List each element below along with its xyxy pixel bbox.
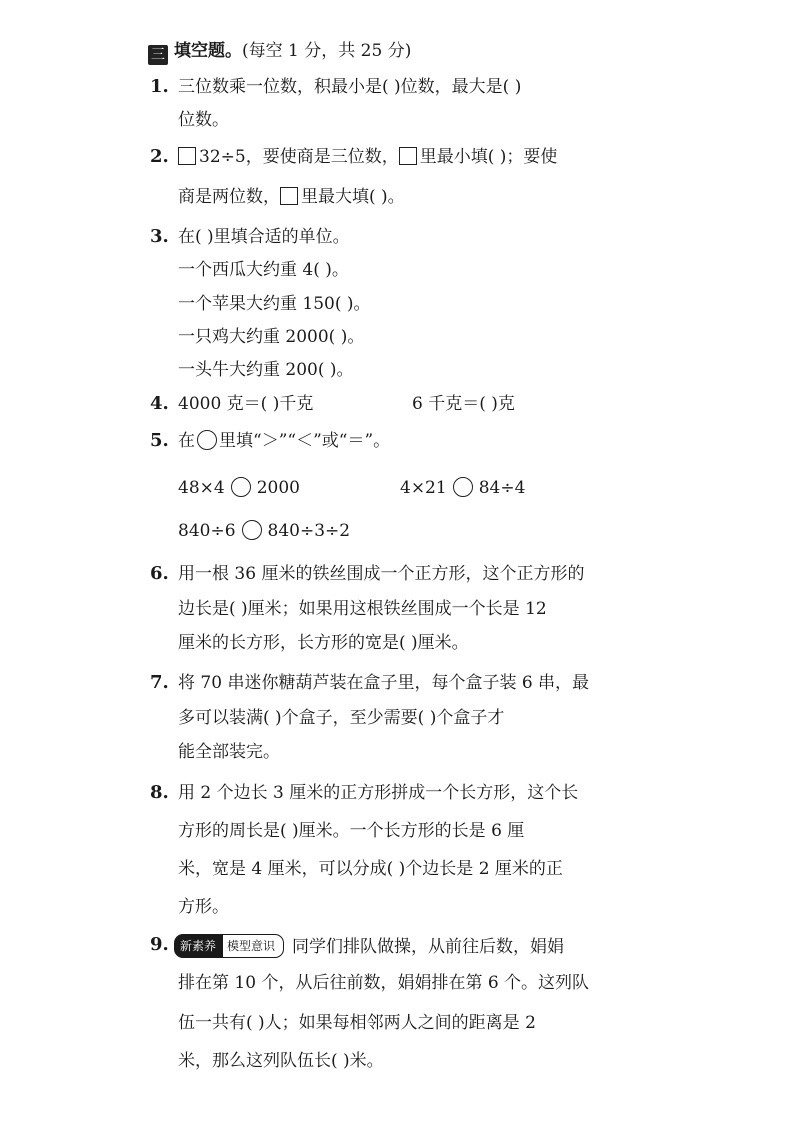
question-text: 方形的周长是( )厘米。一个长方形的长是 6 厘 xyxy=(178,821,525,841)
question-text: 用一根 36 厘米的铁丝围成一个正方形，这个正方形的 xyxy=(178,564,585,584)
question-text: 4000 克＝( )千克 xyxy=(178,394,314,414)
question-text: 一只鸡大约重 2000( )。 xyxy=(178,327,365,347)
question-number: 2. xyxy=(150,146,169,167)
comparison-item xyxy=(178,477,300,499)
blank-square-icon xyxy=(399,147,417,165)
blank-square-icon xyxy=(178,147,196,165)
question-text: 三位数乘一位数，积最小是( )位数，最大是( ) xyxy=(178,77,522,97)
question-text-part: 32÷5，要使商是三位数， xyxy=(199,147,399,167)
question-text: 米，那么这列队伍长( )米。 xyxy=(178,1051,384,1071)
question-text: 米，宽是 4 厘米，可以分成( )个边长是 2 厘米的正 xyxy=(178,859,563,879)
question-text xyxy=(178,146,557,168)
question-number: 7. xyxy=(150,672,169,693)
expression-right: 2000 xyxy=(256,478,300,498)
question-text: 排在第 10 个，从后往前数，娟娟排在第 6 个。这列队 xyxy=(178,973,590,993)
question-text: 伍一共有( )人；如果每相邻两人之间的距离是 2 xyxy=(178,1013,536,1033)
blank-circle-icon xyxy=(453,477,473,497)
question-text: 一个西瓜大约重 4( )。 xyxy=(178,260,349,280)
expression-right: 840÷3÷2 xyxy=(267,521,351,541)
question-number: 4. xyxy=(150,393,169,414)
expression-right: 84÷4 xyxy=(478,478,526,498)
blank-square-icon xyxy=(280,187,298,205)
question-text: 将 70 串迷你糖葫芦装在盒子里，每个盒子装 6 串，最 xyxy=(178,673,590,693)
expression-left: 840÷6 xyxy=(178,521,236,541)
question-text-part: 里最小填( )；要使 xyxy=(419,147,558,167)
question-text xyxy=(174,934,564,958)
literacy-badge: 新素养 xyxy=(174,934,222,958)
question-text: 一个苹果大约重 150( )。 xyxy=(178,294,371,314)
question-text-part: 里最大填( )。 xyxy=(301,187,405,207)
question-text xyxy=(178,430,390,452)
question-text: 6 千克＝( )克 xyxy=(412,394,515,414)
question-text-part: 同学们排队做操，从前往后数，娟娟 xyxy=(292,937,565,957)
question-text-part: 在 xyxy=(178,431,195,451)
model-badge: 模型意识 xyxy=(222,934,284,958)
question-text: 边长是( )厘米；如果用这根铁丝围成一个长是 12 xyxy=(178,599,547,619)
blank-circle-icon xyxy=(231,477,251,497)
question-text: 一头牛大约重 200( )。 xyxy=(178,360,354,380)
expression-left: 4×21 xyxy=(400,478,447,498)
question-text: 用 2 个边长 3 厘米的正方形拼成一个长方形，这个长 xyxy=(178,783,579,803)
section-title: 填空题。 xyxy=(174,41,242,61)
question-number: 9. xyxy=(150,934,169,955)
question-text: 方形。 xyxy=(178,897,229,917)
question-text: 在( )里填合适的单位。 xyxy=(178,227,350,247)
question-text-part: 商是两位数， xyxy=(178,187,280,207)
question-number: 5. xyxy=(150,430,169,451)
question-text-part: 里填“＞”“＜”或“＝”。 xyxy=(219,431,391,451)
section-number-icon: 三 xyxy=(148,45,168,65)
question-number: 1. xyxy=(150,76,169,97)
expression-left: 48×4 xyxy=(178,478,225,498)
question-text: 多可以装满( )个盒子，至少需要( )个盒子才 xyxy=(178,708,505,728)
comparison-item xyxy=(400,477,525,499)
comparison-item xyxy=(178,520,350,542)
blank-circle-icon xyxy=(197,430,217,450)
question-text: 位数。 xyxy=(178,110,229,130)
question-text xyxy=(178,186,405,208)
question-number: 8. xyxy=(150,782,169,803)
section-note: (每空 1 分，共 25 分) xyxy=(242,41,412,61)
blank-circle-icon xyxy=(242,520,262,540)
question-text: 能全部装完。 xyxy=(178,742,280,762)
question-number: 3. xyxy=(150,226,169,247)
question-text: 厘米的长方形，长方形的宽是( )厘米。 xyxy=(178,633,469,653)
question-number: 6. xyxy=(150,563,169,584)
section-header xyxy=(148,40,411,65)
